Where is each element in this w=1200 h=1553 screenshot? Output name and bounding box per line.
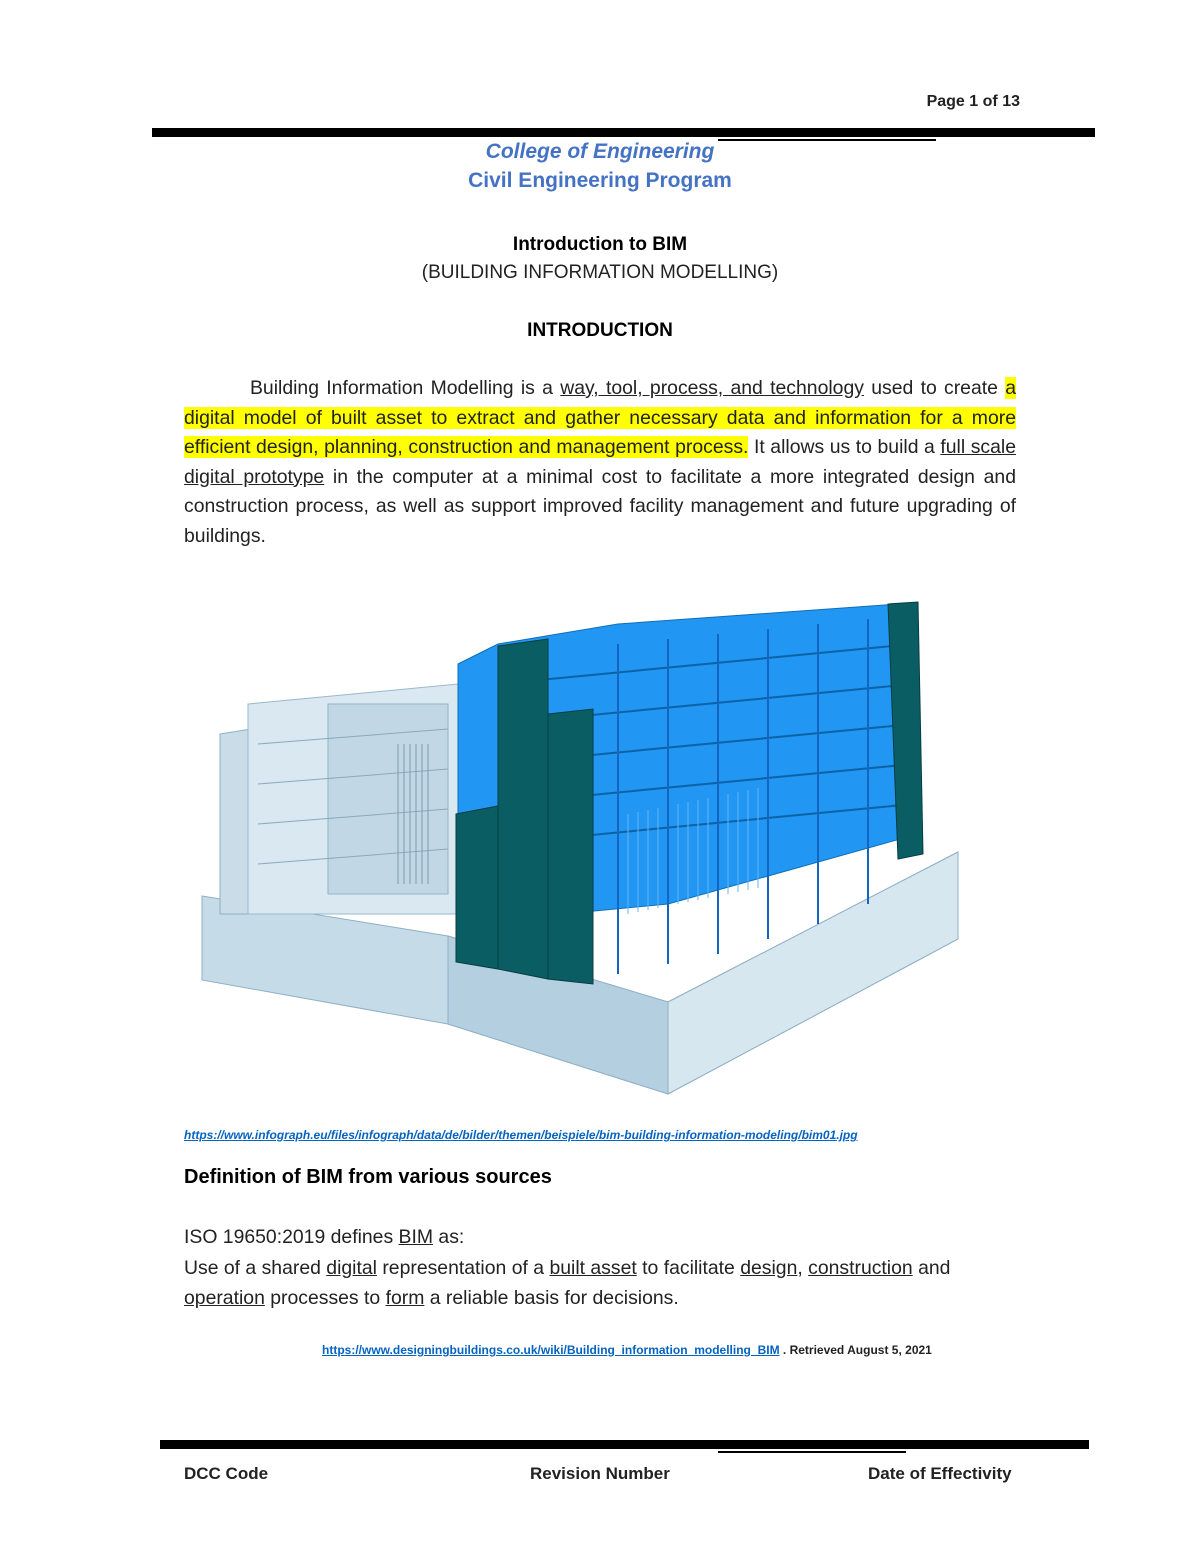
intro-paragraph: Building Information Modelling is a way, tool, process, and technology used to create a digital model of built asset to extract and gather necessary data and information for a more efficient design, planning, construction and management process. It allows us to build a full scale digital prototype in the computer at a minimal cost to facilitate a more integrated design and construction process, as well as support improved facility management and future upgrading of buildings. [184, 377, 1017, 547]
definition-heading: Definition of BIM from various sources [184, 1166, 552, 1188]
section-heading: INTRODUCTION [527, 320, 673, 341]
underlined-phrase: full scale digital prototype [184, 436, 1016, 488]
bim-building-model-image [198, 584, 960, 1112]
footer-revision-number: Revision Number [530, 1464, 670, 1483]
page-label: Page [926, 93, 965, 110]
footer-rule [160, 1440, 1089, 1449]
footer-rule-thin [718, 1451, 906, 1453]
course-title: Introduction to BIM [512, 234, 688, 255]
footer-dcc-code: DCC Code [184, 1464, 269, 1483]
college-name: College of Engineering [485, 140, 715, 163]
page-total: 13 [1002, 93, 1020, 110]
page-number [920, 93, 1020, 111]
definition-source: https://www.designingbuildings.co.uk/wiki/Building_information_modelling_BIM . Retrieved August 5, 2021 [322, 1343, 932, 1357]
iso-definition: Use of a shared digital representation of a built asset to facilitate design, construction and operation processes to form a reliable basis for decisions. [184, 1257, 951, 1309]
page-current: 1 [969, 93, 979, 110]
program-name: Civil Engineering Program [468, 169, 732, 192]
figure-source-link[interactable]: https://www.infograph.eu/files/infograph/data/de/bilder/themen/beispiele/bim-building-information-modeling/bim01.jpg [184, 1128, 858, 1142]
footer-date-effectivity: Date of Effectivity [868, 1464, 1012, 1483]
header-rule [152, 128, 1095, 137]
iso-intro: ISO 19650:2019 defines BIM as: [184, 1226, 465, 1248]
page-of: of [982, 93, 998, 110]
definition-source-link[interactable]: https://www.designingbuildings.co.uk/wiki/Building_information_modelling_BIM [322, 1343, 780, 1357]
highlighted-definition: a digital model of built asset to extract and gather necessary data and information for a more efficient design, planning, construction and management process. [184, 377, 1017, 458]
underlined-phrase: way, tool, process, and technology [560, 377, 864, 399]
course-subtitle: (BUILDING INFORMATION MODELLING) [421, 262, 779, 283]
